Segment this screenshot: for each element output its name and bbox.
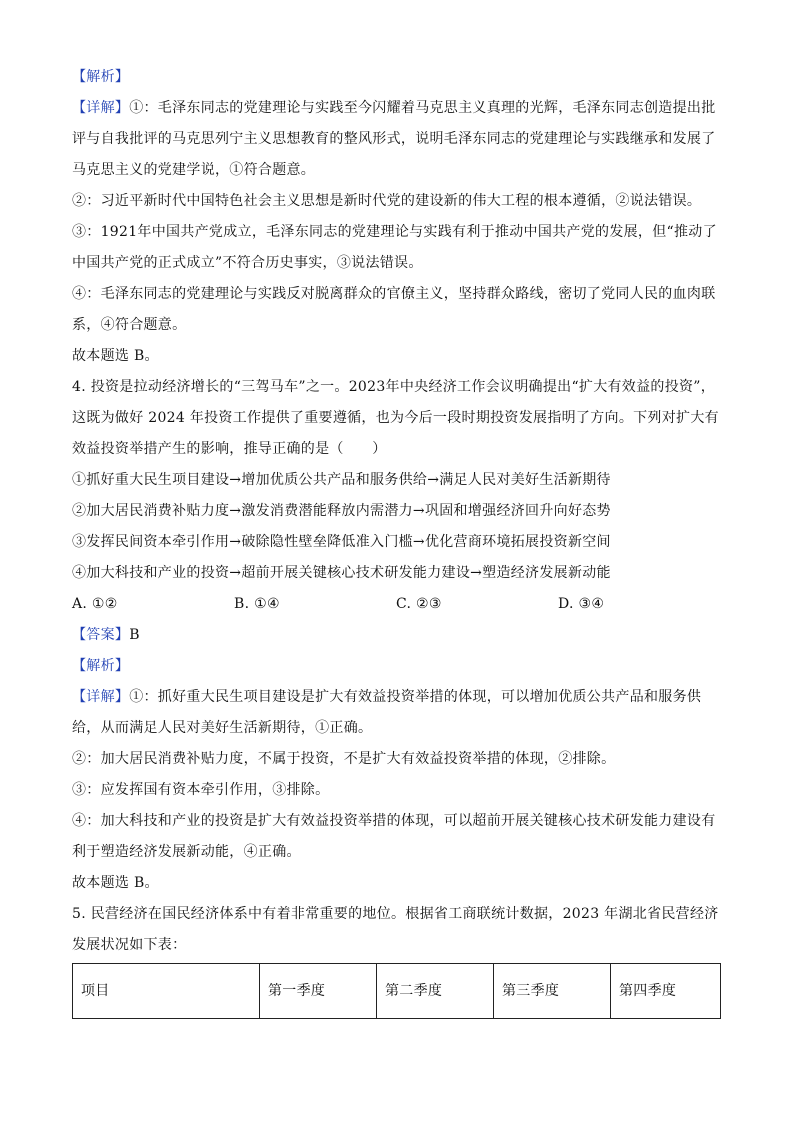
- table-header-cell: 第三季度: [494, 964, 611, 1019]
- conclusion: 故本题选 B。: [72, 875, 159, 891]
- table-header-cell: 第二季度: [377, 964, 494, 1019]
- question-4-choices: [72, 589, 722, 620]
- analysis-point-4: ④：加大科技和产业的投资是扩大有效益投资举措的体现，可以超前开展关键核心技术研发能力建设有利于塑造经济发展新动能，④正确。: [72, 813, 716, 860]
- answer-line: [72, 620, 722, 651]
- answer-value: B: [129, 627, 140, 643]
- analysis-point-3: ③：应发挥国有资本牵引作用，③排除。: [72, 782, 330, 798]
- detail-text: ①：抓好重大民生项目建设是扩大有效益投资举措的体现，可以增加优质公共产品和服务供给，从而满足人民对美好生活新期待，①正确。: [72, 689, 702, 736]
- question-4-item: ①抓好重大民生项目建设→增加优质公共产品和服务供给→满足人民对美好生活新期待: [72, 472, 611, 488]
- conclusion: 故本题选 B。: [72, 348, 159, 364]
- question-4-item: ②加大居民消费补贴力度→激发消费潜能释放内需潜力→巩固和增强经济回升向好态势: [72, 503, 611, 519]
- question-4-item: ④加大科技和产业的投资→超前开展关键核心技术研发能力建设→塑造经济发展新动能: [72, 565, 611, 581]
- question-4-stem: 4. 投资是拉动经济增长的“三驾马车”之一。2023年中央经济工作会议明确提出“扩大有效益的投资”，这既为做好 2024 年投资工作提供了重要遵循，也为今后一段时期投资发展指明了方向。下列对扩大有效益投资举措产生的影响，推导正确的是（ ）: [72, 379, 719, 457]
- question-5-stem: 5. 民营经济在国民经济体系中有着非常重要的地位。根据省工商联统计数据，2023 年湖北省民营经济发展状况如下表：: [72, 906, 719, 953]
- choice-d: D. ③④: [558, 596, 605, 612]
- table-header-cell: 项目: [73, 964, 260, 1019]
- detail-label: 【详解】: [72, 100, 130, 116]
- analysis-point-2: ②：加大居民消费补贴力度，不属于投资，不是扩大有效益投资举措的体现，②排除。: [72, 751, 616, 767]
- analysis-point-3: ③：1921年中国共产党成立，毛泽东同志的党建理论与实践有利于推动中国共产党的发展，但“推动了中国共产党的正式成立”不符合历史事实，③说法错误。: [72, 224, 717, 271]
- analysis-point-4: ④：毛泽东同志的党建理论与实践反对脱离群众的官僚主义，坚持群众路线，密切了党同人民的血肉联系，④符合题意。: [72, 286, 716, 333]
- choice-a: A. ①②: [72, 596, 118, 612]
- analysis-point-2: ②：习近平新时代中国特色社会主义思想是新时代党的建设新的伟大工程的根本遵循，②说法错误。: [72, 193, 702, 209]
- detail-text: ①：毛泽东同志的党建理论与实践至今闪耀着马克思主义真理的光辉，毛泽东同志创造提出批评与自我批评的马克思列宁主义思想教育的整风形式，说明毛泽东同志的党建理论与实践继承和发展了马克思主义的党建学说，①符合题意。: [72, 100, 716, 178]
- table-header-row: [73, 964, 721, 1019]
- document-page: [72, 62, 722, 1019]
- economy-table: [72, 963, 721, 1019]
- detail-paragraph: [72, 93, 722, 186]
- detail-paragraph: [72, 682, 722, 744]
- choice-c: C. ②③: [396, 596, 442, 612]
- answer-label: 【答案】: [72, 627, 130, 643]
- question-4-item: ③发挥民间资本牵引作用→破除隐性壁垒降低准入门槛→优化营商环境拓展投资新空间: [72, 534, 611, 550]
- choice-b: B. ①④: [234, 596, 280, 612]
- analysis-label: 【解析】: [72, 69, 130, 85]
- analysis-label: 【解析】: [72, 658, 130, 674]
- detail-label: 【详解】: [72, 689, 130, 705]
- table-header-cell: 第一季度: [260, 964, 377, 1019]
- table-header-cell: 第四季度: [611, 964, 721, 1019]
